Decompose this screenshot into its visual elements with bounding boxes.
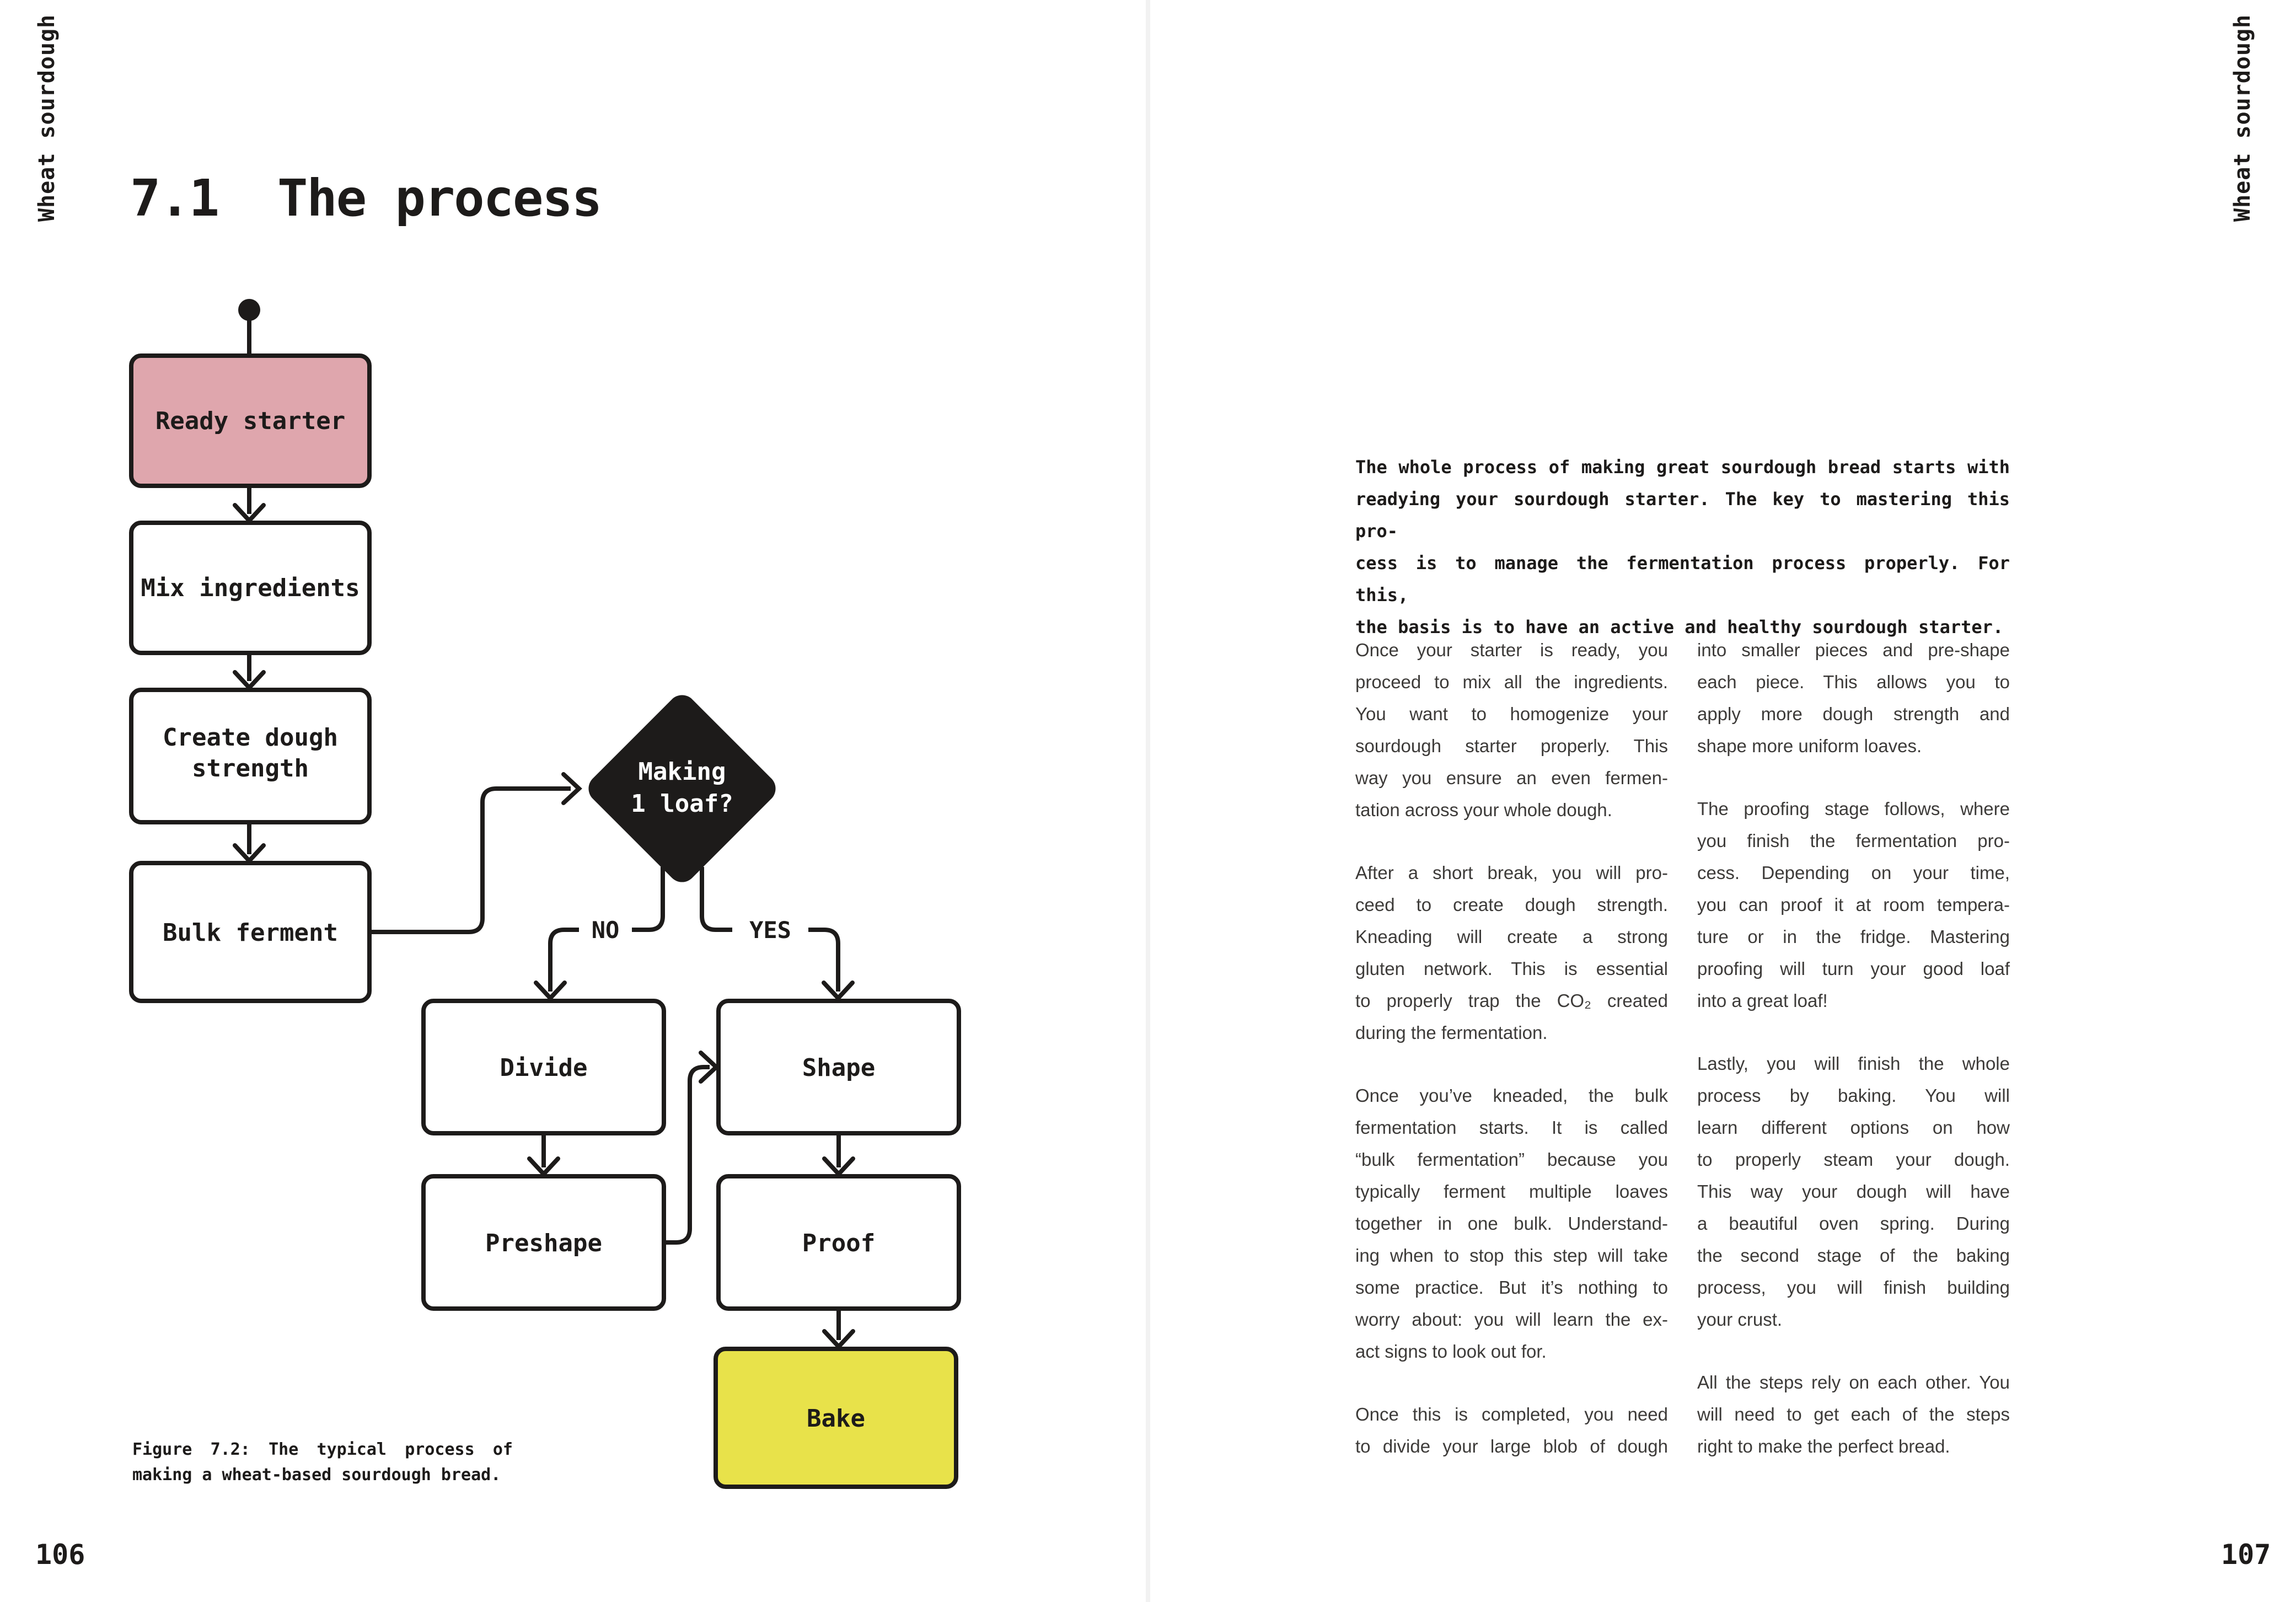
body-text-line: to divide your large blob of dough	[1355, 1436, 1668, 1456]
body-text-line: process by baking. You will	[1697, 1085, 2010, 1106]
body-text-line: process, you will finish building	[1697, 1277, 2010, 1298]
figure-caption	[132, 1437, 513, 1488]
intro-line: readying your sourdough starter. The key to mastering this pro-	[1355, 489, 2010, 542]
node-label-mix-ingredients: Mix ingredients	[141, 574, 360, 602]
body-text-line: Lastly, you will finish the whole	[1697, 1053, 2010, 1074]
body-text-line: sourdough starter properly. This	[1355, 736, 1668, 756]
body-text-line: during the fermentation.	[1355, 1022, 1548, 1043]
body-text-line: proceed to mix all the ingredients.	[1355, 672, 1668, 692]
body-text-line: together in one bulk. Understand-	[1355, 1213, 1668, 1234]
intro-line: The whole process of making great sourdough bread starts with	[1355, 457, 2010, 478]
body-text-line: into smaller pieces and pre-shape	[1697, 640, 2010, 660]
body-paragraph	[1355, 1080, 1668, 1368]
body-paragraph	[1355, 857, 1668, 1049]
node-label-divide: Divide	[500, 1054, 588, 1082]
node-label-shape: Shape	[802, 1054, 876, 1082]
body-text-line: right to make the perfect bread.	[1697, 1436, 1950, 1456]
body-text-line: ceed to create dough strength.	[1355, 894, 1668, 915]
body-text-line: cess. Depending on your time,	[1697, 862, 2010, 883]
node-label-proof: Proof	[802, 1229, 876, 1257]
body-text-line: After a short break, you will pro-	[1355, 862, 1668, 883]
intro-line: cess is to manage the fermentation process properly. For this,	[1355, 553, 2010, 606]
flowchart-connector	[369, 789, 571, 932]
body-paragraph	[1697, 1367, 2010, 1462]
body-text-line: your crust.	[1697, 1309, 1783, 1330]
node-label-preshape: Preshape	[485, 1229, 602, 1257]
body-text-line: some practice. But it’s nothing to	[1355, 1277, 1668, 1298]
body-text-line: to properly trap the CO₂ created	[1355, 990, 1668, 1011]
node-label-ready-starter: Ready starter	[155, 407, 346, 435]
body-text-line: You want to homogenize your	[1355, 704, 1668, 724]
body-text-line: This way your dough will have	[1697, 1181, 2010, 1202]
node-label-bake: Bake	[807, 1405, 865, 1433]
body-text-line: way you ensure an even fermen-	[1355, 768, 1668, 788]
body-text-line: typically ferment multiple loaves	[1355, 1181, 1668, 1202]
body-text-line: the second stage of the baking	[1697, 1245, 2010, 1266]
body-text-line: learn different options on how	[1697, 1117, 2010, 1138]
section-title: 7.1 The process	[130, 169, 602, 228]
figure-caption-line1: Figure 7.2: The typical process of	[132, 1440, 513, 1459]
body-text-line: will need to get each of the steps	[1697, 1404, 2010, 1424]
body-text-line: each piece. This allows you to	[1697, 672, 2010, 692]
body-text-line: Once this is completed, you need	[1355, 1404, 1668, 1424]
body-text-line: All the steps rely on each other. You	[1697, 1372, 2010, 1392]
page-number-right: 107	[2221, 1539, 2271, 1571]
body-text-line: Once your starter is ready, you	[1355, 640, 1668, 660]
body-paragraph	[1355, 634, 1668, 826]
body-text-line: The proofing stage follows, where	[1697, 799, 2010, 819]
body-text-line: fermentation starts. It is called	[1355, 1117, 1668, 1138]
body-column-1	[1697, 634, 2010, 1462]
body-column-0	[1355, 634, 1668, 1462]
page-number-left: 106	[35, 1539, 85, 1571]
body-text-line: a beautiful oven spring. During	[1697, 1213, 2010, 1234]
body-paragraph	[1355, 1399, 1668, 1462]
decision-label-line1: Making	[638, 758, 726, 786]
node-label-bulk-ferment: Bulk ferment	[163, 919, 338, 947]
body-text-line: apply more dough strength and	[1697, 704, 2010, 724]
edge-label-yes: YES	[749, 917, 791, 944]
body-text-line: ture or in the fridge. Mastering	[1697, 926, 2010, 947]
node-label-create-dough-strength-line1: Create dough	[163, 724, 338, 752]
node-label-create-dough-strength-line2: strength	[192, 754, 309, 783]
intro-line: the basis is to have an active and healthy sourdough starter.	[1355, 617, 2004, 637]
right-sidebar-chapter-label: Wheat sourdough	[2230, 14, 2255, 222]
figure-caption-line2: making a wheat-based sourdough bread.	[132, 1465, 501, 1485]
body-text-line: shape more uniform loaves.	[1697, 736, 1922, 756]
body-paragraph	[1697, 793, 2010, 1017]
body-text-line: you can proof it at room tempera-	[1697, 894, 2010, 915]
body-text-line: Once you’ve kneaded, the bulk	[1355, 1085, 1668, 1106]
body-text-line: to properly steam your dough.	[1697, 1149, 2010, 1170]
body-text-line: into a great loaf!	[1697, 990, 1828, 1011]
flowchart-connector	[664, 1067, 710, 1242]
body-paragraph	[1697, 634, 2010, 762]
body-text-line: you finish the fermentation pro-	[1697, 831, 2010, 851]
edge-label-no: NO	[591, 917, 620, 944]
body-paragraph	[1697, 1048, 2010, 1336]
body-text-line: gluten network. This is essential	[1355, 958, 1668, 979]
body-text-line: tation across your whole dough.	[1355, 800, 1612, 820]
body-text-line: proofing will turn your good loaf	[1697, 958, 2010, 979]
decision-label-line2: 1 loaf?	[631, 790, 733, 818]
body-text-line: “bulk fermentation” because you	[1355, 1149, 1668, 1170]
body-text-line: ing when to stop this step will take	[1355, 1245, 1668, 1266]
flowchart-decision-making-1-loaf	[583, 689, 782, 888]
intro-paragraph	[1355, 451, 2010, 643]
body-text-line: worry about: you will learn the ex-	[1355, 1309, 1668, 1330]
left-sidebar-chapter-label: Wheat sourdough	[34, 14, 60, 222]
body-text-line: Kneading will create a strong	[1355, 926, 1668, 947]
body-text-line: act signs to look out for.	[1355, 1341, 1547, 1362]
